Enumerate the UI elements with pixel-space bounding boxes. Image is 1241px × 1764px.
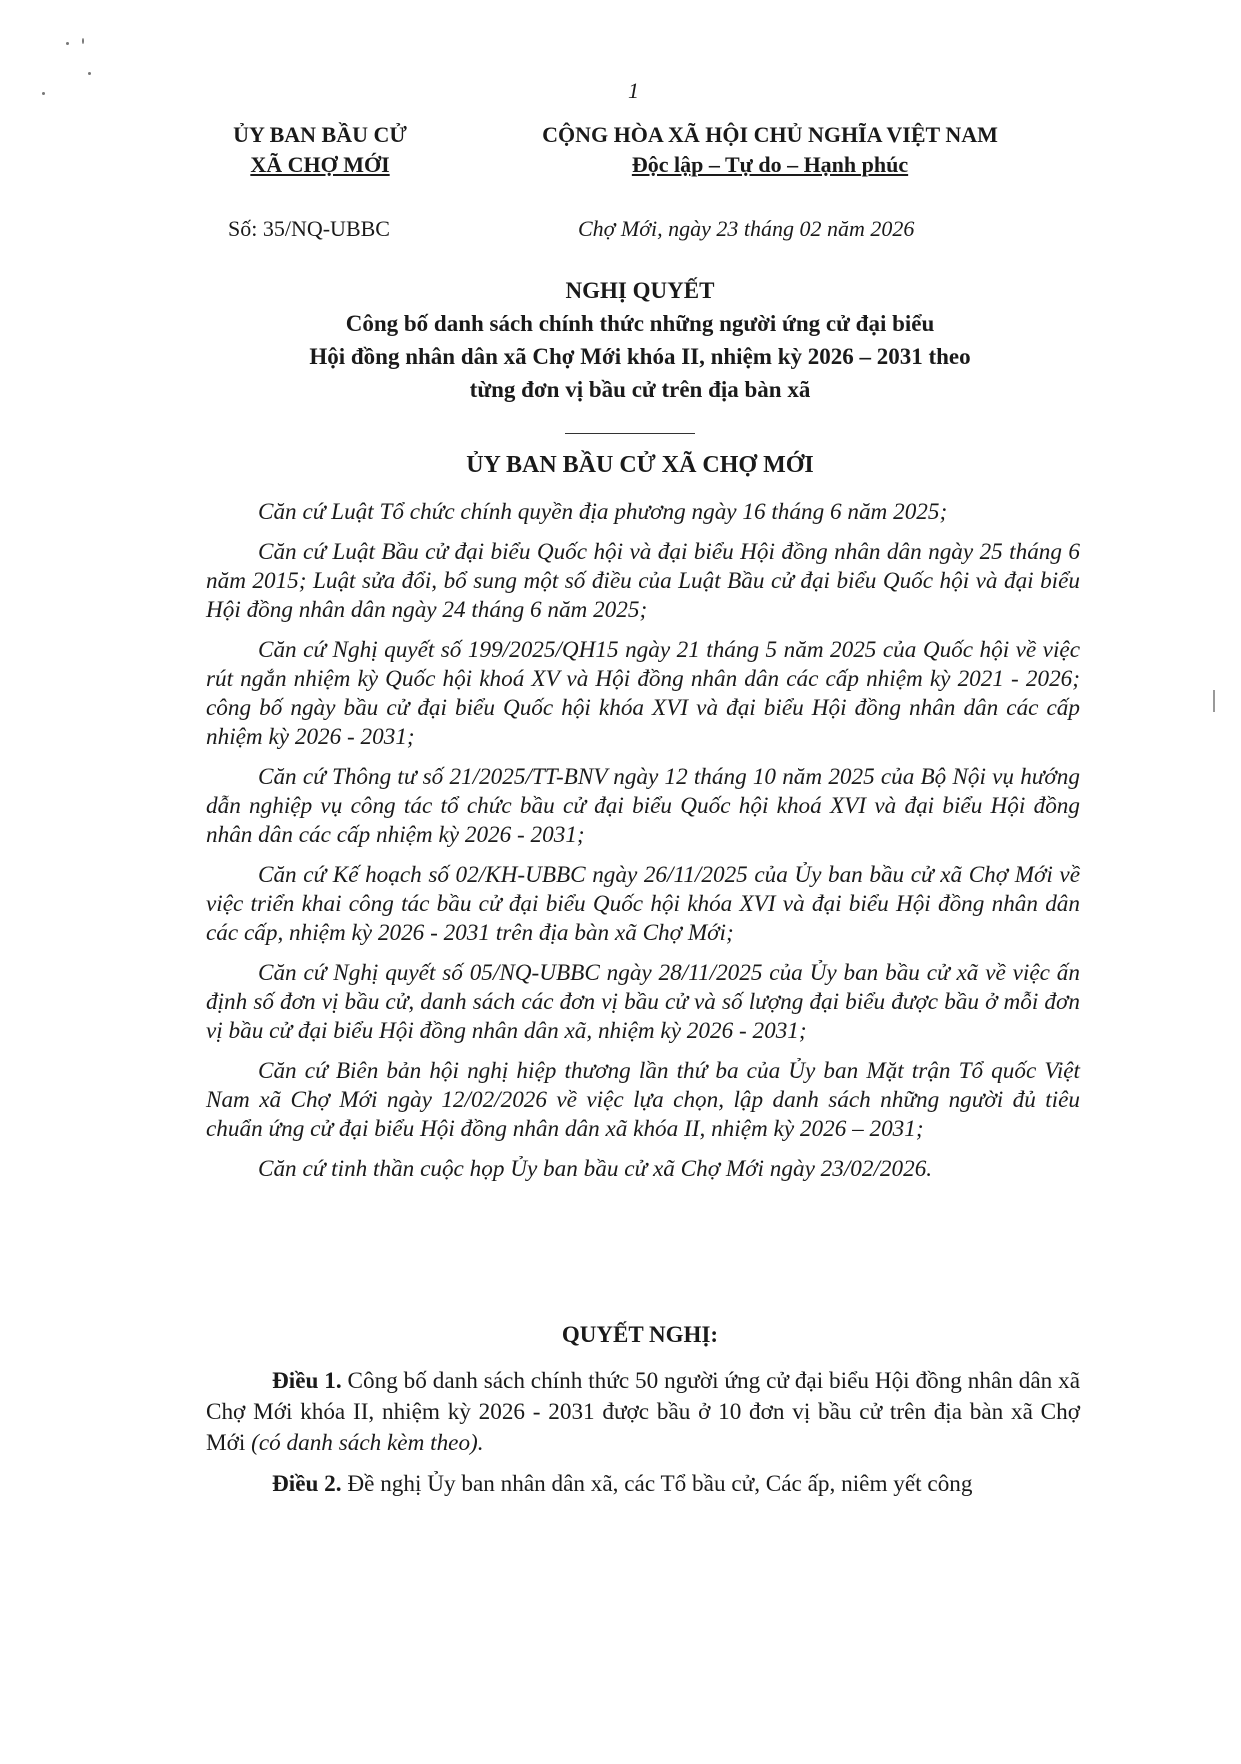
document-header xyxy=(0,120,1241,180)
title-line3: từng đơn vị bầu cử trên địa bàn xã xyxy=(469,377,811,402)
scan-speck xyxy=(88,72,91,75)
title-line2: Hội đồng nhân dân xã Chợ Mới khóa II, nhiệm kỳ 2026 – 2031 theo xyxy=(309,344,971,369)
scan-margin-mark xyxy=(1213,690,1215,712)
national-title xyxy=(470,120,1070,180)
scan-speck xyxy=(42,92,45,95)
legal-basis: Căn cứ Kế hoạch số 02/KH-UBBC ngày 26/11/2025 của Ủy ban bầu cử xã Chợ Mới về việc triển khai công tác bầu cử đại biểu Quốc hội khóa XVI và đại biểu Hội đồng nhân dân các cấp, nhiệm kỳ 2026 - 2031 trên địa bàn xã Chợ Mới; xyxy=(206,862,1080,946)
title-divider xyxy=(565,433,695,434)
scan-speck xyxy=(82,38,84,44)
title-line1: Công bố danh sách chính thức những người ứng cử đại biểu xyxy=(345,311,935,336)
article-text: Công bố danh sách chính thức 50 người ứng cử đại biểu Hội đồng nhân dân xã Chợ Mới khóa II, nhiệm kỳ 2026 - 2031 được bầu ở 10 đơn vị bầu cử trên địa bàn xã Chợ Mới xyxy=(206,1368,1080,1456)
article-label: Điều 2. xyxy=(272,1471,342,1497)
articles xyxy=(206,1366,1080,1510)
nation-line1: CỘNG HÒA XÃ HỘI CHỦ NGHĨA VIỆT NAM xyxy=(542,122,998,147)
legal-bases xyxy=(206,498,1080,1195)
document-number: Số: 35/NQ-UBBC xyxy=(228,216,390,241)
doc-type: NGHỊ QUYẾT xyxy=(565,278,715,303)
issuing-agency xyxy=(200,120,440,180)
agency-line2: XÃ CHỢ MỚI xyxy=(250,152,390,177)
article-1 xyxy=(206,1366,1080,1459)
legal-basis: Căn cứ Nghị quyết số 199/2025/QH15 ngày 21 tháng 5 năm 2025 của Quốc hội về việc rút ngắn nhiệm kỳ Quốc hội khoá XV và Hội đồng nhân dân các cấp nhiệm kỳ 2021 - 2026; công bố ngày bầu cử đại biểu Quốc hội khóa XVI và đại biểu Hội đồng nhân dân các cấp nhiệm kỳ 2026 - 2031; xyxy=(206,637,1080,750)
legal-basis: Căn cứ Luật Tổ chức chính quyền địa phương ngày 16 tháng 6 năm 2025; xyxy=(258,499,948,525)
legal-basis: Căn cứ tinh thần cuộc họp Ủy ban bầu cử xã Chợ Mới ngày 23/02/2026. xyxy=(258,1156,933,1182)
article-text: Đề nghị Ủy ban nhân dân xã, các Tổ bầu cử, Các ấp, niêm yết công xyxy=(341,1471,973,1497)
motto-line xyxy=(470,150,1070,180)
page-number: 1 xyxy=(628,78,639,103)
article-2 xyxy=(206,1469,1080,1500)
legal-basis: Căn cứ Biên bản hội nghị hiệp thương lần thứ ba của Ủy ban Mặt trận Tổ quốc Việt Nam xã Chợ Mới ngày 12/02/2026 về việc lựa chọn, lập danh sách những người đủ tiêu chuẩn ứng cử đại biểu Hội đồng nhân dân xã khóa II, nhiệm kỳ 2026 – 2031; xyxy=(206,1058,1080,1142)
legal-basis: Căn cứ Nghị quyết số 05/NQ-UBBC ngày 28/11/2025 của Ủy ban bầu cử xã về việc ấn định số đơn vị bầu cử, danh sách các đơn vị bầu cử và số lượng đại biểu được bầu ở mỗi đơn vị bầu cử đại biểu Hội đồng nhân dân xã, nhiệm kỳ 2026 - 2031; xyxy=(206,960,1080,1044)
article-note: (có danh sách kèm theo). xyxy=(251,1430,484,1456)
place-date: Chợ Mới, ngày 23 tháng 02 năm 2026 xyxy=(578,216,915,241)
motto: Độc lập – Tự do – Hạnh phúc xyxy=(631,152,909,177)
legal-basis: Căn cứ Luật Bầu cử đại biểu Quốc hội và đại biểu Hội đồng nhân dân ngày 25 tháng 6 năm 2015; Luật sửa đổi, bổ sung một số điều của Luật Bầu cử đại biểu Quốc hội và đại biểu Hội đồng nhân dân ngày 24 tháng 6 năm 2025; xyxy=(206,539,1080,623)
agency-line1: ỦY BAN BẦU CỬ xyxy=(233,122,407,147)
document-title xyxy=(240,274,1040,406)
article-label: Điều 1. xyxy=(272,1368,342,1394)
legal-basis: Căn cứ Thông tư số 21/2025/TT-BNV ngày 12 tháng 10 năm 2025 của Bộ Nội vụ hướng dẫn nghiệp vụ công tác tổ chức bầu cử đại biểu Quốc hội khoá XVI và đại biểu Hội đồng nhân dân các cấp nhiệm kỳ 2026 - 2031; xyxy=(206,764,1080,848)
scan-speck xyxy=(66,42,69,45)
decision-heading: QUYẾT NGHỊ: xyxy=(561,1322,719,1347)
authority-heading: ỦY BAN BẦU CỬ XÃ CHỢ MỚI xyxy=(466,452,814,478)
